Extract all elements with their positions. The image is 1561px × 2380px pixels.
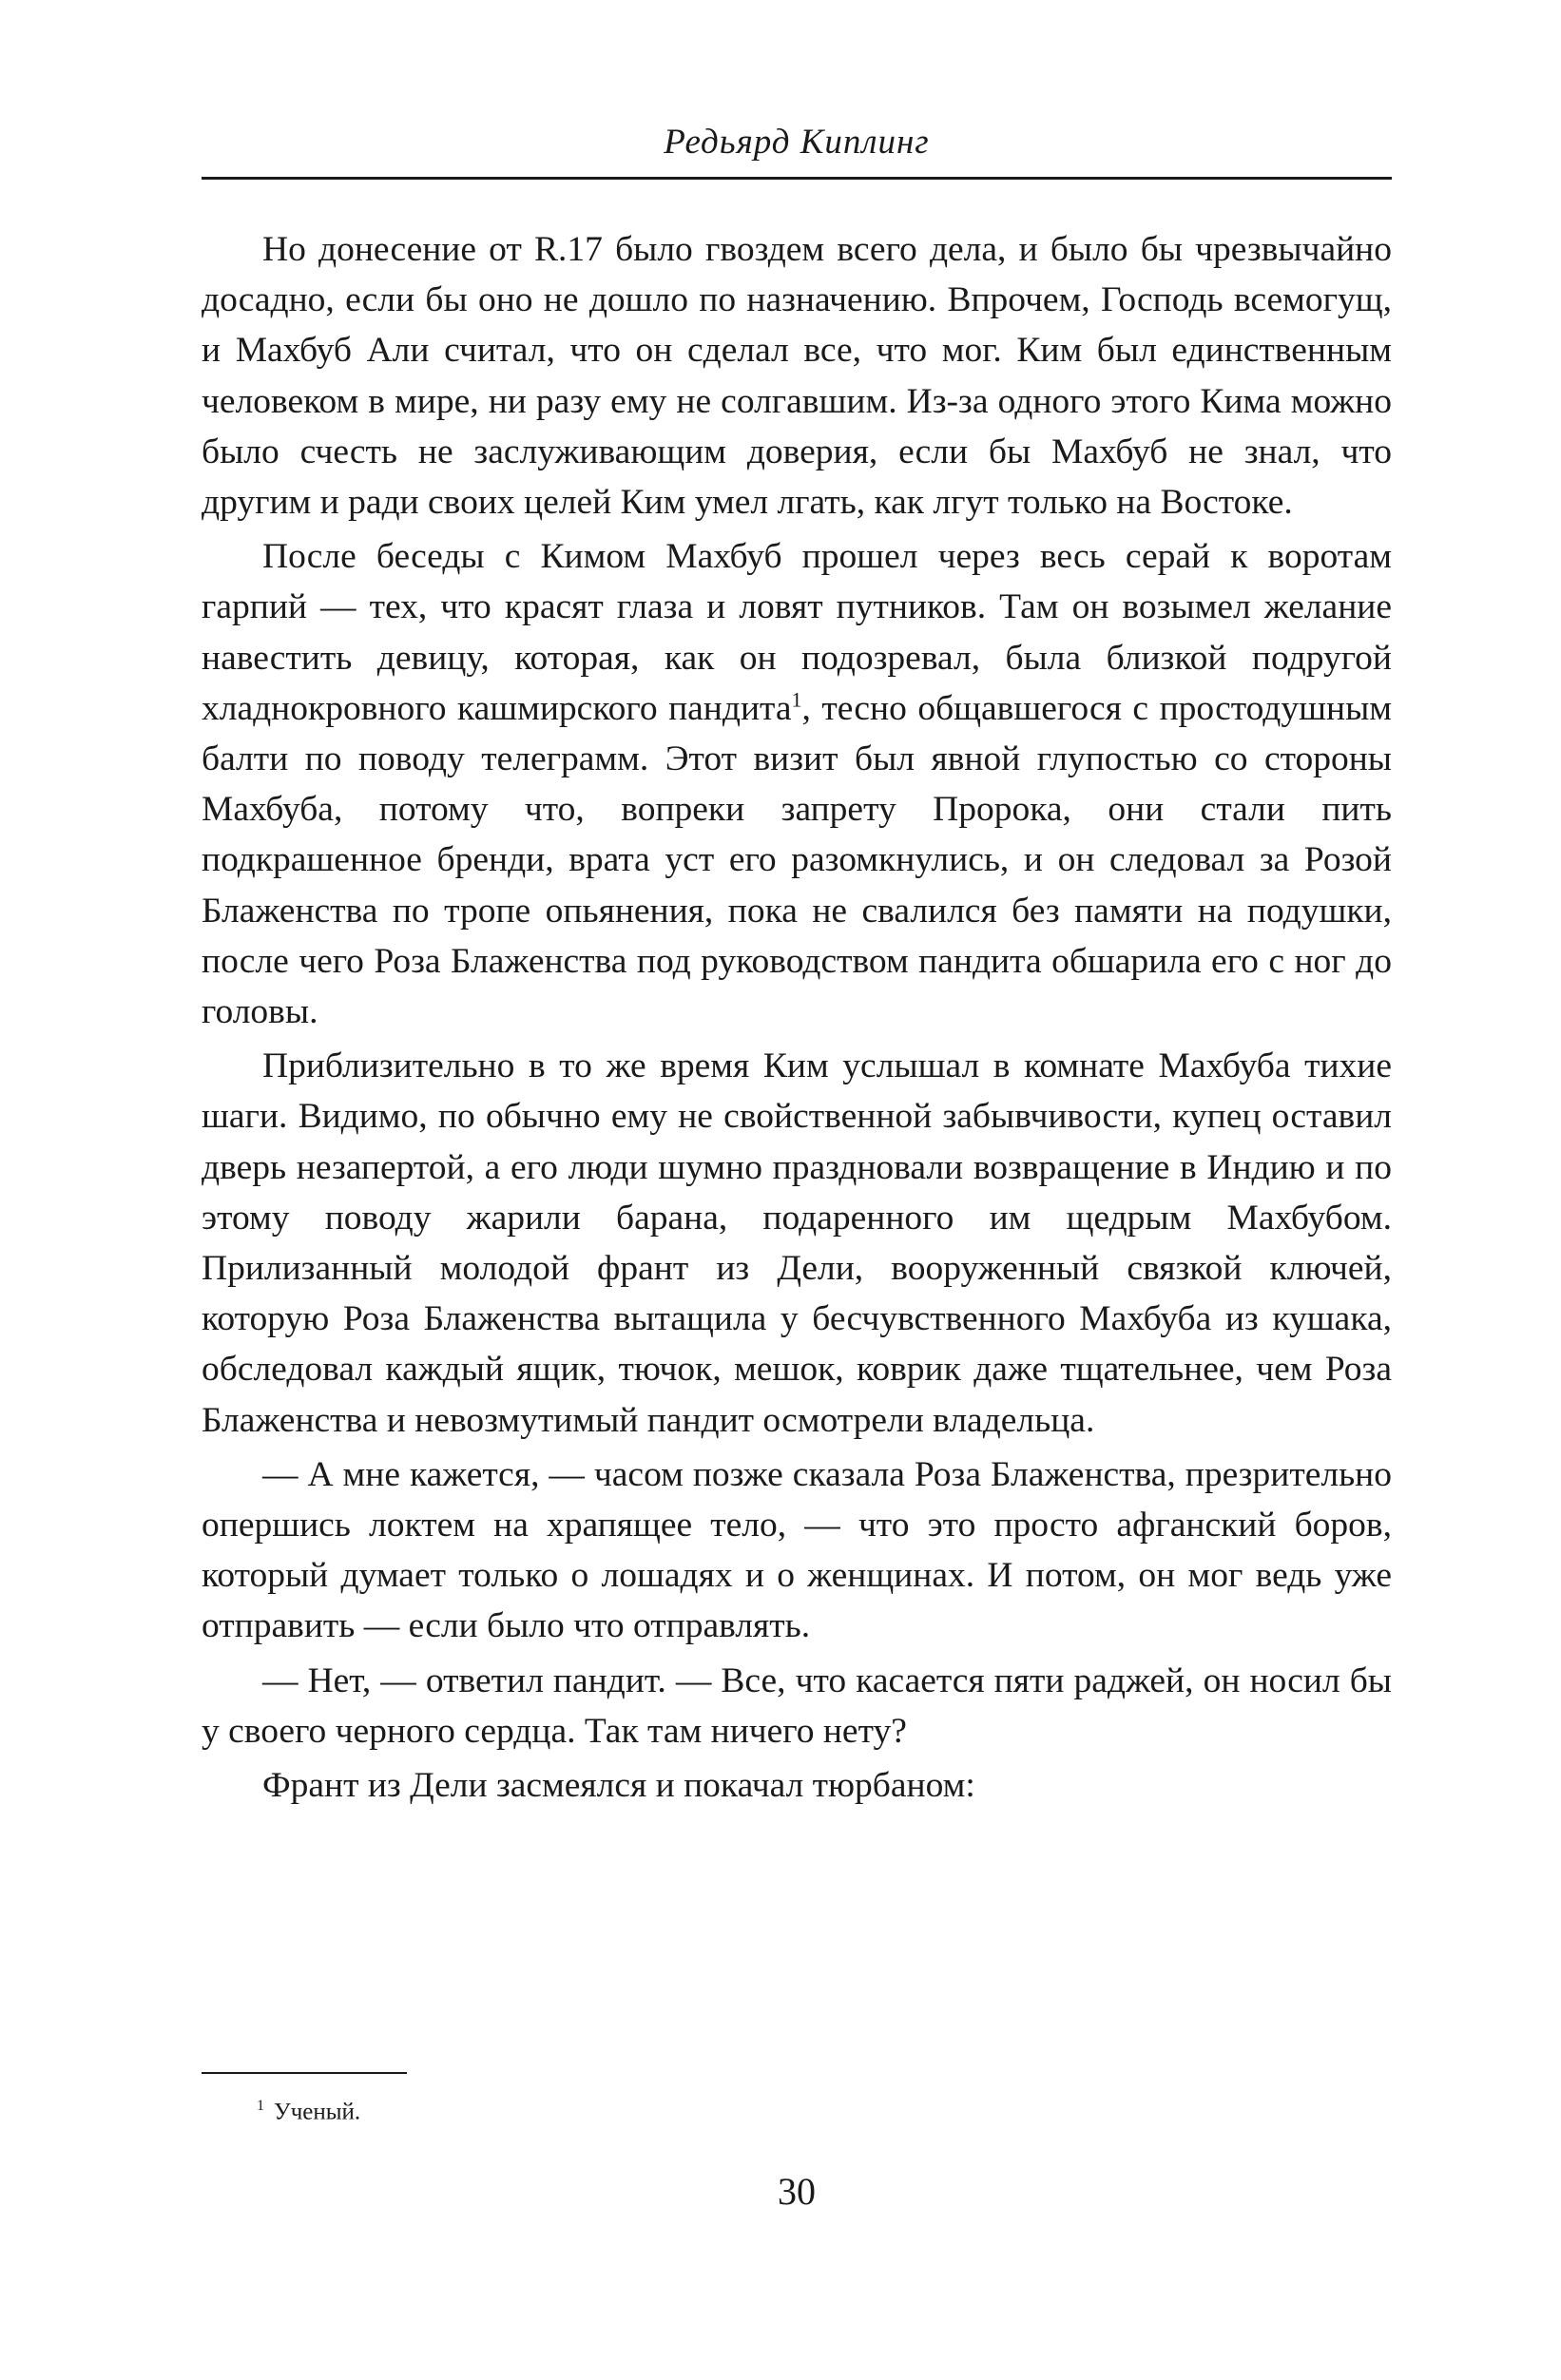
header-rule	[202, 177, 1392, 180]
paragraph	[202, 1760, 1392, 1811]
main-text	[202, 224, 1392, 1814]
paragraph	[202, 1656, 1392, 1756]
footnote-reference: 1	[791, 687, 802, 712]
footnote-separator	[202, 2072, 407, 2074]
running-head-author: Редьярд Киплинг	[664, 123, 930, 162]
paragraph-text-continued: , тесно общавшегося с простодушным балти по поводу телеграмм. Этот визит был явной глупостью со стороны Махбуба, потому что, вопреки запрету Пророка, они стали пить подкрашенное бренди, врата уст его разомкнулись, и он следовал за Розой Блаженства по тропе опьянения, пока не свалился без памяти на подушки, после чего Роза Блаженства под руководством пандита обшарила его с ног до головы.	[202, 688, 1392, 1032]
paragraph	[202, 1041, 1392, 1446]
paragraph-text: Приблизительно в то же время Ким услышал в комнате Махбуба тихие шаги. Видимо, по обычно ему не свойственной забывчивости, купец оставил дверь незапертой, а его люди шумно праздновали возвращение в Индию и по этому поводу жарили барана, подаренного им щедрым Махбубом. Прилизанный молодой франт из Дели, вооруженный связкой ключей, которую Роза Блаженства вытащила у бесчувственного Махбуба из кушака, обследовал каждый ящик, тючок, мешок, коврик даже тщательнее, чем Роза Блаженства и невозмутимый пандит осмотрели владельца.	[202, 1046, 1392, 1440]
footnote	[257, 2091, 360, 2127]
paragraph-text: Франт из Дели засмеялся и покачал тюрбаном:	[262, 1766, 975, 1806]
page-number: 30	[778, 2170, 816, 2213]
paragraph	[202, 1449, 1392, 1652]
paragraph	[202, 531, 1392, 1037]
paragraph-text: — А мне кажется, — часом позже сказала Роза Блаженства, презрительно опершись локтем на храпящее тело, — что это просто афганский боров, который думает только о лошадях и о женщинах. И потом, он мог ведь уже отправить — если было что отправлять.	[202, 1454, 1392, 1646]
footnote-marker: 1	[257, 2098, 264, 2114]
paragraph	[202, 224, 1392, 528]
paragraph-text: После беседы с Кимом Махбуб прошел через весь серай к воротам гарпий — тех, что красят глаза и ловят путников. Там он возымел желание навестить девицу, которая, как он подозревал, была близкой подругой хладнокровного кашмирского пандита	[202, 537, 1392, 728]
paragraph-text: — Нет, — ответил пандит. — Все, что касается пяти раджей, он носил бы у своего черного сердца. Так там ничего нету?	[202, 1660, 1392, 1751]
footnote-text: Ученый.	[274, 2099, 361, 2125]
paragraph-text: Но донесение от R.17 было гвоздем всего дела, и было бы чрезвычайно досадно, если бы оно не дошло по назначению. Впрочем, Господь всемогущ, и Махбуб Али считал, что он сделал все, что мог. Ким был единственным человеком в мире, ни разу ему не солгавшим. Из-за одного этого Кима можно было счесть не заслуживающим доверия, если бы Махбуб не знал, что другим и ради своих целей Ким умел лгать, как лгут только на Востоке.	[202, 230, 1392, 523]
